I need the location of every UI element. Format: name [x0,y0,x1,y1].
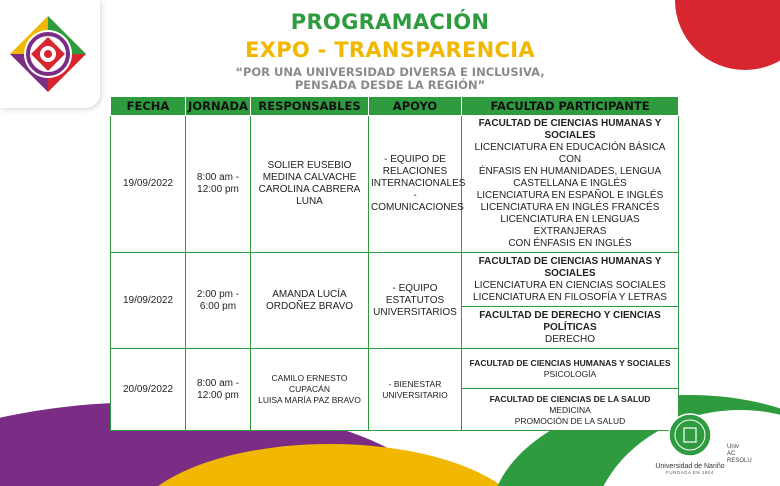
responsables-cell [251,116,369,253]
apoyo-cell [369,116,466,253]
responsable-line: CAROLINA CABRERA [258,184,361,195]
university-founded: FUNDADA EN 1904 [666,470,714,475]
slogan [0,66,780,92]
program-line: LICENCIATURA EN LENGUAS EXTRANJERAS [500,214,640,237]
apoyo-line: UNIVERSITARIOS [373,306,457,318]
program-line: LICENCIATURA EN INGLÉS FRANCÉS [480,202,660,213]
accreditation-line: Univ [727,444,740,450]
program-line: LICENCIATURA EN FILOSOFÍA Y LETRAS [473,291,667,303]
program-line: LICENCIATURA EN ESPAÑOL E INGLÉS [476,190,664,201]
jornada-cell [186,253,251,349]
fecha-cell: 19/09/2022 [111,253,186,349]
header-facultad: FACULTAD PARTICIPANTE [462,97,679,116]
responsables-cell [251,253,369,349]
slogan-line-2: PENSADA DESDE LA REGIÓN” [294,78,486,92]
program-line: MEDICINA [549,404,591,415]
header-fecha: FECHA [111,97,186,116]
apoyo-cell [369,349,462,431]
facultad-cell [462,253,679,307]
jornada-line: 12:00 pm [197,389,239,401]
facultad-name: FACULTAD DE CIENCIAS HUMANAS Y SOCIALES [469,358,671,368]
program-line: ÉNFASIS EN HUMANIDADES, LENGUA [478,166,662,177]
responsables-cell [251,349,369,431]
accreditation-text [727,444,752,465]
program-line: PSICOLOGÍA [543,369,597,379]
program-line: PROMOCIÓN DE LA SALUD [514,415,626,426]
apoyo-line: COMUNICACIONES [371,202,464,213]
responsable-line: CAMILO ERNESTO [271,373,348,383]
apoyo-line: INTERNACIONALES [371,178,466,189]
apoyo-line: - BIENESTAR [388,378,442,389]
accreditation-line: AC [727,451,736,457]
responsable-line: ORDOÑEZ BRAVO [265,300,354,312]
table-row [111,116,679,253]
responsable-line: AMANDA LUCÍA [272,288,347,300]
jornada-cell [186,116,251,253]
apoyo-line: UNIVERSITARIO [382,389,448,400]
jornada-line: 12:00 pm [197,184,239,195]
facultad-name: FACULTAD DE DERECHO Y CIENCIAS [479,309,661,321]
facultad-name: FACULTAD DE CIENCIAS DE LA SALUD [489,393,651,404]
header-apoyo: APOYO [369,97,462,116]
jornada-line: 8:00 am - [196,172,240,183]
jornada-line: 2:00 pm - [196,288,240,300]
facultad-name: SOCIALES [544,130,596,141]
header-responsables: RESPONSABLES [251,97,369,116]
jornada-cell [186,349,251,431]
page-title: PROGRAMACIÓN [290,10,490,34]
program-line: LICENCIATURA EN CIENCIAS SOCIALES [474,279,666,291]
apoyo-line: - EQUIPO DE [384,154,446,165]
jornada-line: 6:00 pm [199,300,237,312]
university-seal-icon [667,412,713,458]
apoyo-line: - EQUIPO [392,282,438,294]
facultad-cell [462,307,679,349]
program-line: LICENCIATURA EN EDUCACIÓN BÁSICA CON [474,142,666,165]
university-name: Universidad de Nariño [655,463,725,470]
responsable-line: LUISA MARÍA PAZ BRAVO [258,395,361,405]
apoyo-line: ESTATUTOS [385,294,445,306]
apoyo-line: - [413,190,417,201]
table-row [111,349,679,389]
facultad-name: POLÍTICAS [543,321,597,333]
responsable-line: LUNA [296,196,323,207]
program-line: CON ÉNFASIS EN INGLÉS [508,238,632,249]
facultad-name: FACULTAD DE CIENCIAS HUMANAS Y [478,255,662,267]
apoyo-cell [369,253,462,349]
apoyo-line: RELACIONES [382,166,448,177]
fecha-cell: 20/09/2022 [111,349,186,431]
facultad-cell [462,116,679,253]
schedule-table [110,96,679,431]
responsable-line: CUPACÁN [289,384,330,394]
facultad-name: SOCIALES [544,267,596,279]
accreditation-line: RESOLU [727,458,752,464]
slogan-line-1: “POR UNA UNIVERSIDAD DIVERSA E INCLUSIVA, [235,65,545,79]
university-logo [650,412,730,475]
page-subtitle: EXPO - TRANSPARENCIA [245,38,535,62]
header-jornada: JORNADA [186,97,251,116]
program-line: CASTELLANA E INGLÉS [513,178,627,189]
fecha-cell: 19/09/2022 [111,116,186,253]
table-header-row [111,97,679,116]
responsable-line: SOLIER EUSEBIO [267,160,352,171]
program-line: DERECHO [544,333,595,345]
table-row [111,253,679,307]
facultad-name: FACULTAD DE CIENCIAS HUMANAS Y [478,118,662,129]
facultad-cell [462,349,679,389]
jornada-line: 8:00 am - [196,377,240,389]
facultad-cell [462,389,679,431]
responsable-line: MEDINA CALVACHE [262,172,357,183]
